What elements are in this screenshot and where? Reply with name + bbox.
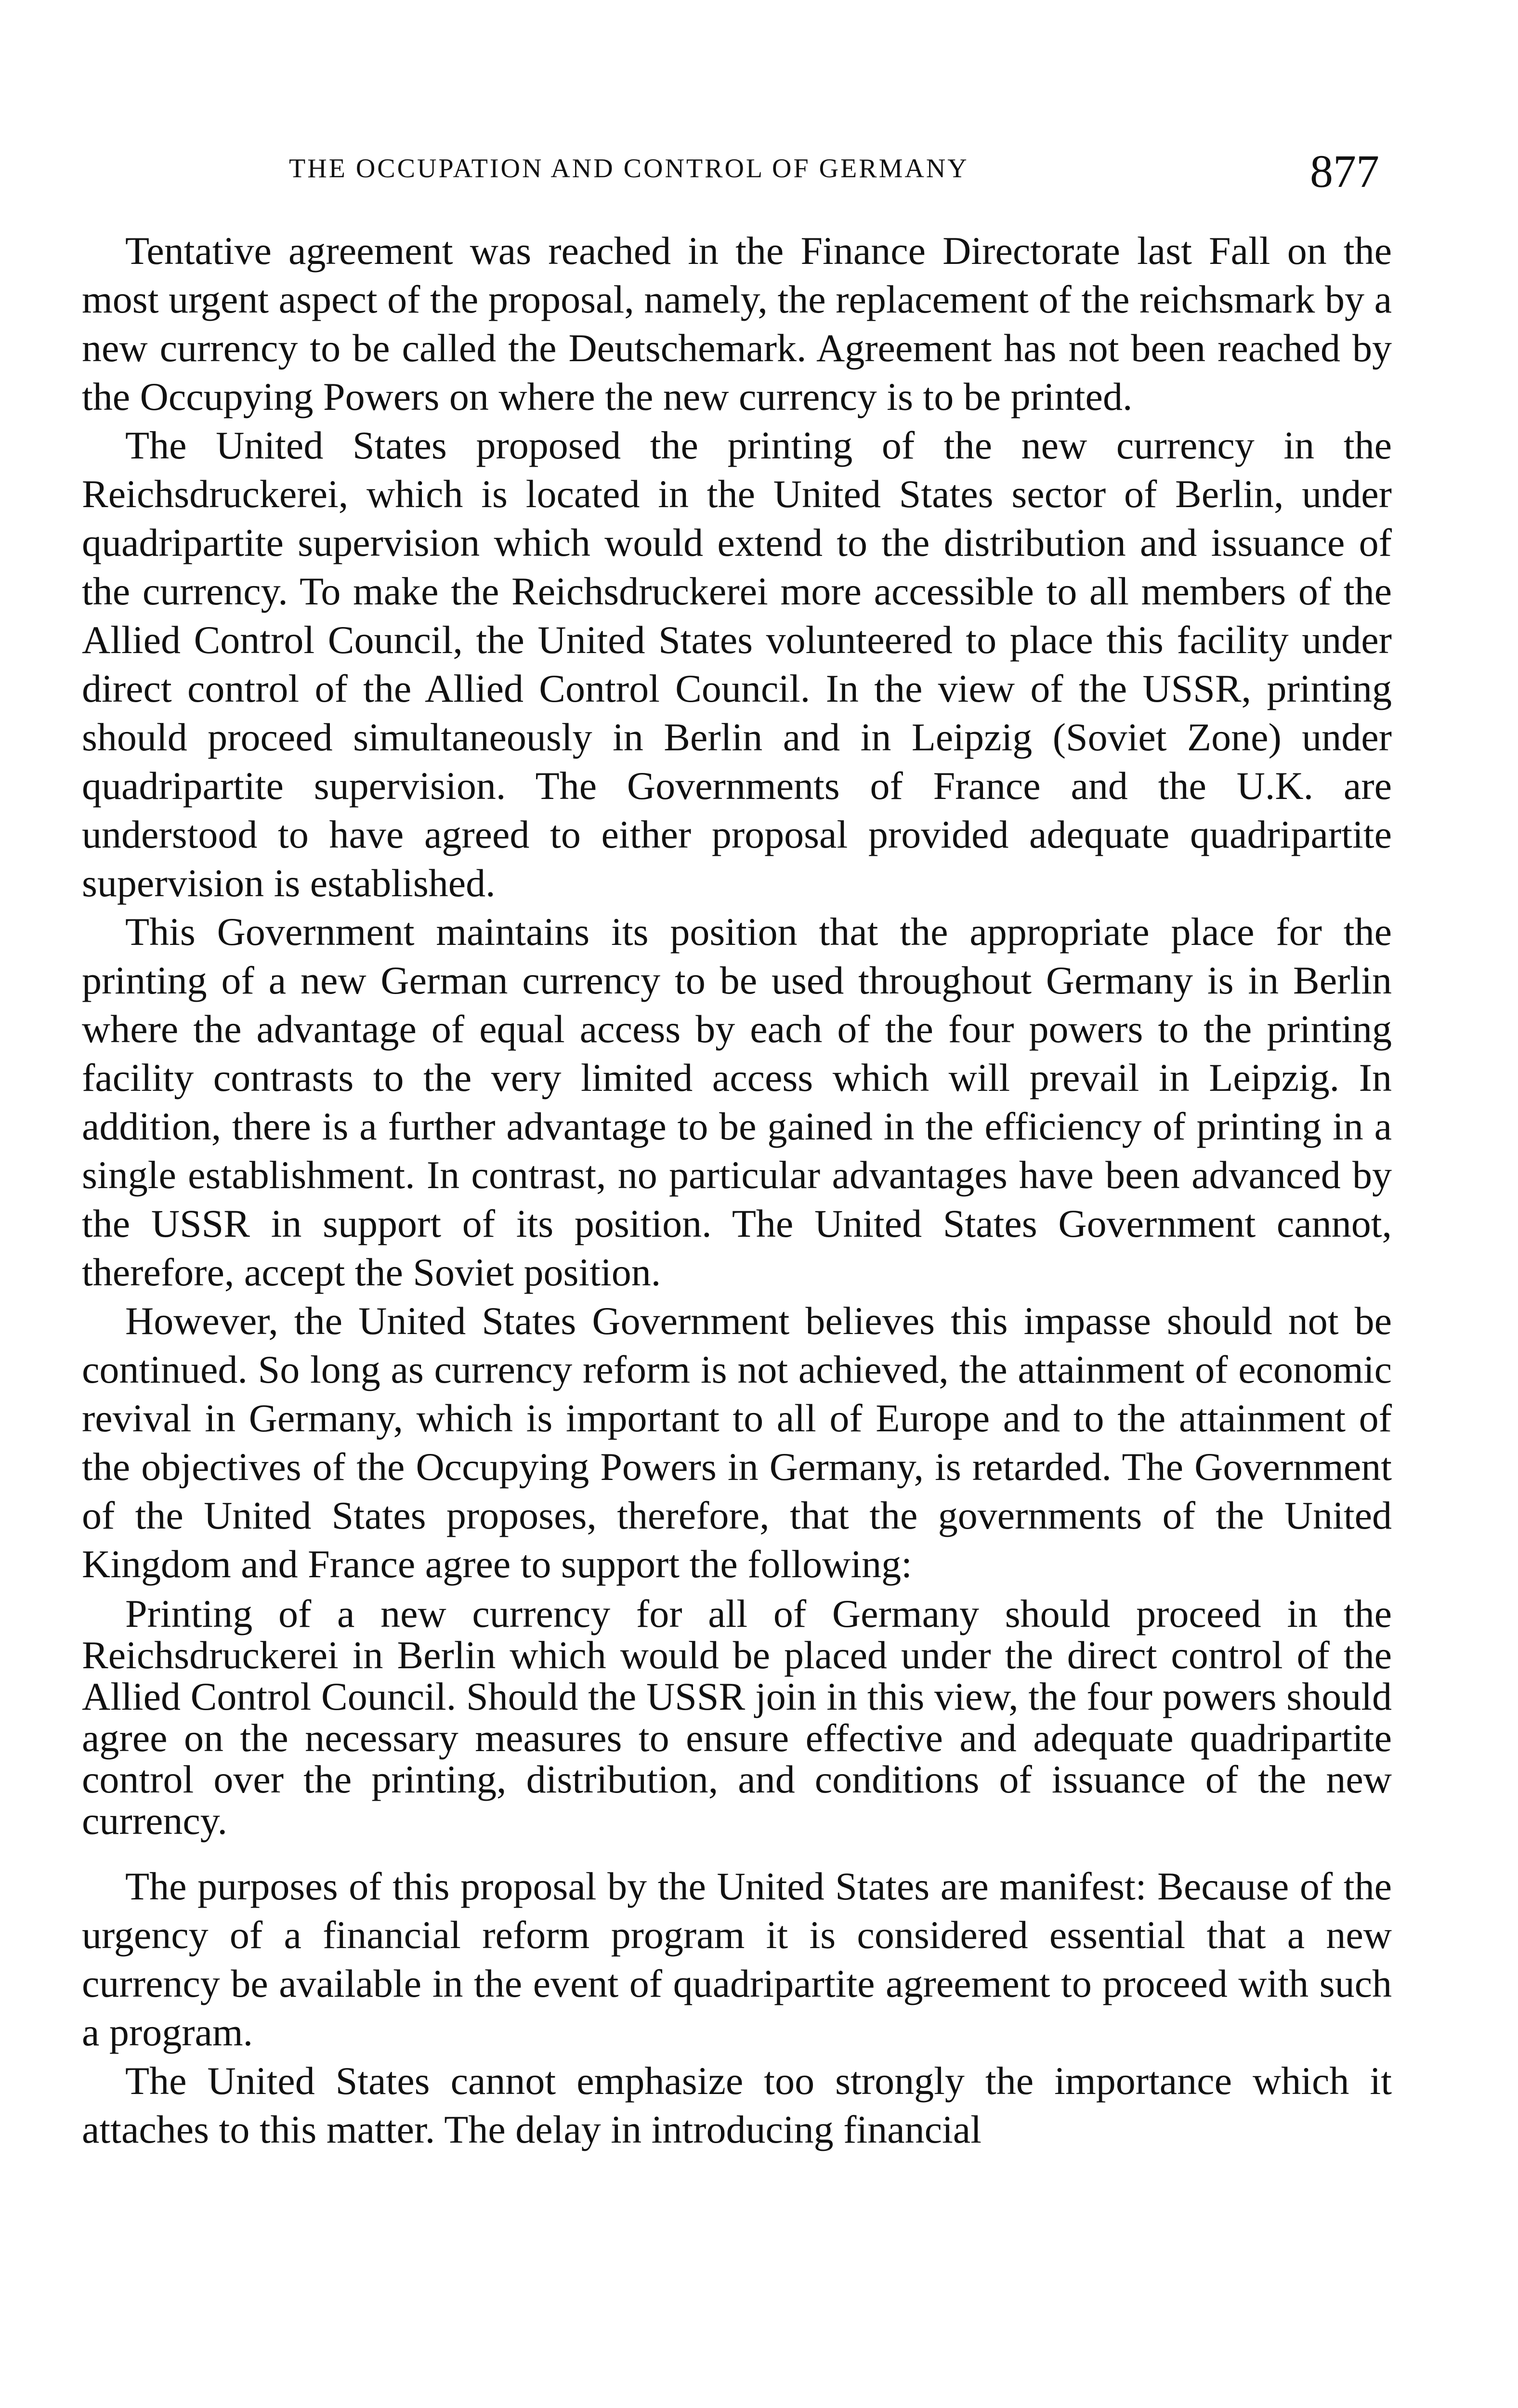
paragraph-government-position: This Government maintains its position that the appropriate place for the printing of a new German currency to be used throughout Germany is in Berlin where the advantage of equal access by each of the four powers to the printing facility contrasts to the very limited access which will prevail in Leipzig. In addition, there is a further advantage to be gained in the efficiency of printing in a single establishment. In contrast, no particular advantages have been advanced by the USSR in support of its position. The United States Government cannot, therefore, accept the Soviet position.: [82, 910, 1392, 1294]
paragraph-us-proposal: The United States proposed the printing of the new currency in the Reichsdruckerei, which is located in the United States sector of Berlin, under quadripartite supervision which would extend to the distribution and issuance of the currency. To make the Reichsdruckerei more accessible to all members of the Allied Control Council, the United States volunteered to place this facility under direct control of the Allied Control Council. In the view of the USSR, printing should proceed simultaneously in Berlin and in Leipzig (Soviet Zone) under quadripartite supervision. The Governments of France and the U.K. are understood to have agreed to either proposal provided adequate quadripartite supervision is established.: [82, 423, 1392, 905]
paragraph-purposes: The purposes of this proposal by the United States are manifest: Because of the urgency of a financial reform program it is considered essential that a new currency be available in the event of quadripartite agreement to proceed with such a program.: [82, 1864, 1392, 2054]
body-text: [82, 226, 1392, 2154]
paragraph-impasse: However, the United States Government believes this impasse should not be continued. So long as currency reform is not achieved, the attainment of economic revival in Germany, which is important to all of Europe and to the attainment of the objectives of the Occupying Powers in Germany, is retarded. The Government of the United States proposes, therefore, that the governments of the United Kingdom and France agree to support the following:: [82, 1299, 1392, 1586]
running-header: [0, 144, 1518, 202]
header-title: THE OCCUPATION AND CONTROL OF GERMANY: [289, 154, 969, 183]
page-number: 877: [1310, 145, 1379, 197]
paragraph-importance: The United States cannot emphasize too strongly the importance which it attaches to this matter. The delay in introducing financial: [82, 2059, 1392, 2151]
block-quote-proposal: Printing of a new currency for all of Germany should proceed in the Reichsdruckerei in Berlin which would be placed under the direct control of the Allied Control Council. Should the USSR join in this view, the four powers should agree on the necessary measures to ensure effective and adequate quadripartite control over the printing, distribution, and conditions of issuance of the new currency.: [82, 1592, 1392, 1843]
paragraph-finance-directorate: Tentative agreement was reached in the Finance Directorate last Fall on the most urgent aspect of the proposal, namely, the replacement of the reichsmark by a new currency to be called the Deutschemark. Agreement has not been reached by the Occupying Powers on where the new currency is to be printed.: [82, 229, 1392, 419]
